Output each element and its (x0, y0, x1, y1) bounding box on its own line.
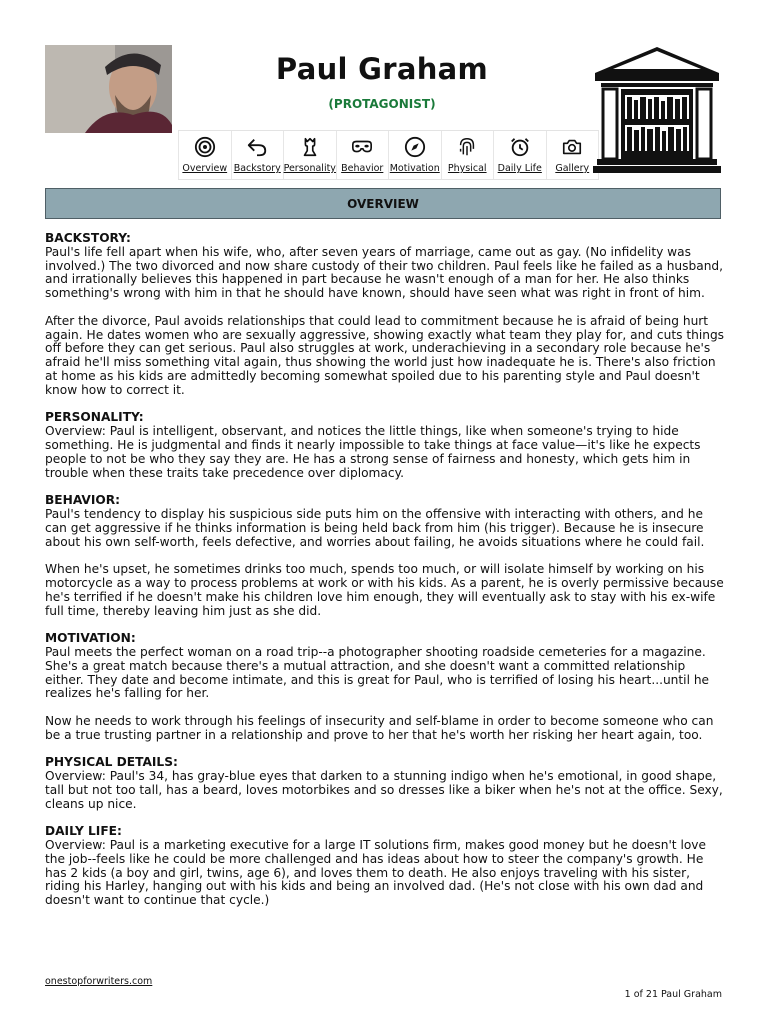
motivation-heading: MOTIVATION: (45, 631, 136, 646)
physical-paragraph: Overview: Paul's 34, has gray-blue eyes that darken to a stunning indigo when he's emotional, in good shape, tall but not too tall, has a beard, loves motorbikes and so dresses like a biker when he's not at the office. Sexy, cleans up nice. (45, 769, 723, 811)
site-link[interactable]: onestopforwriters.com (45, 976, 153, 987)
nav-personality[interactable] (284, 131, 337, 179)
nav-daily-life[interactable] (494, 131, 547, 179)
undo-arrow-icon (246, 136, 268, 158)
behavior-paragraph: When he's upset, he sometimes drinks too much, spends too much, or will isolate himself by working on his motorcycle as a way to process problems at work or with his kids. As a parent, he is overly permissive because he's terrified if he doesn't make his children love him enough, they will eventually ask to stay with his ex-wife full time, thereby leaving him just as she did. (45, 562, 724, 618)
mask-icon (351, 136, 373, 158)
library-logo-icon (593, 45, 721, 173)
nav-label: Motivation (389, 163, 440, 174)
overview-content (45, 232, 725, 922)
backstory-heading: BACKSTORY: (45, 231, 131, 245)
nav-label: Gallery (555, 163, 590, 174)
daily-life-paragraph: Overview: Paul is a marketing executive for a large IT solutions firm, makes good money but he doesn't love the job--feels like he could be more challenged and has ideas about how to steer the company's growth. He has 2 kids (a boy and girl, twins, age 6), and loves them to death. He also enjoys traveling with his sister, riding his Harley, hanging out with his kids and being an involved dad. (He's not close with his own dad and doesn't want to continue that cycle.) (45, 838, 707, 908)
alarm-clock-icon (509, 136, 531, 158)
nav-label: Behavior (341, 163, 384, 174)
overview-section-bar: OVERVIEW (45, 188, 721, 219)
nav-behavior[interactable] (337, 131, 390, 179)
nav-gallery[interactable] (547, 131, 600, 179)
character-role: (PROTAGONIST) (328, 97, 436, 111)
nav-backstory[interactable] (232, 131, 285, 179)
fingerprint-icon (456, 136, 478, 158)
chess-piece-icon (299, 136, 321, 158)
camera-icon (561, 136, 583, 158)
nav-label: Overview (182, 163, 228, 174)
personality-paragraph: Overview: Paul is intelligent, observant, and notices the little things, like when someone's trying to hide something. He is judgmental and finds it nearly impossible to take things at face value—it's like he expects people to not be who they say they are. He has a strong sense of fairness and honesty, which gets him in trouble when these traits take precedence over diplomacy. (45, 424, 701, 480)
daily-life-heading: DAILY LIFE: (45, 824, 122, 839)
motivation-paragraph: Paul meets the perfect woman on a road trip--a photographer shooting roadside cemeteries for a magazine. She's a great match because there's a mutual attraction, and she doesn't want a committed relationship either. They date and become intimate, and this is great for Paul, who is terrified of losing his heart...until he realizes he's falling for her. (45, 644, 710, 701)
personality-heading: PERSONALITY: (45, 410, 144, 425)
behavior-heading: BEHAVIOR: (45, 493, 121, 508)
character-name: Paul Graham (275, 52, 489, 86)
physical-heading: PHYSICAL DETAILS: (45, 755, 178, 770)
nav-label: Daily Life (497, 163, 542, 174)
nav-label: Physical (447, 163, 487, 174)
nav-physical[interactable] (442, 131, 495, 179)
character-photo (45, 45, 172, 133)
backstory-paragraph: Paul's life fell apart when his wife, who, after seven years of marriage, came out as gay. (No infidelity was involved.) The two divorced and now share custody of their two children. Paul feels like he failed as a husband, and irrationally believes this happened in part because he wasn't enough of a man for her. He also thinks something's wrong with him in that he should have known, should have seen what was right in front of him. (45, 244, 724, 301)
section-nav (178, 130, 599, 180)
target-icon (194, 136, 216, 158)
nav-label: Personality (283, 163, 336, 174)
behavior-paragraph: Paul's tendency to display his suspicious side puts him on the offensive with interacting with others, and he can get aggressive if he thinks information is being held back from him (his trigger). Because he is insecure about his own self-worth, feels defective, and worries about failing, he avoids situations where he could fail. (45, 506, 705, 549)
page-indicator: 1 of 21 Paul Graham (624, 989, 722, 1000)
backstory-paragraph: After the divorce, Paul avoids relationships that could lead to commitment because he is afraid of being hurt again. He dates women who are sexually aggressive, showing exactly what team they play for, and cuts things off before they can get serious. Paul also struggles at work, underachieving in a secondary role because he's afraid he'll miss something vital again, thus showing the world just how inadequate he is. There's also friction at home as his kids are admittedly becoming somewhat spoiled due to his parenting style and Paul doesn't know how to correct it. (45, 313, 725, 397)
motivation-paragraph: Now he needs to work through his feelings of insecurity and self-blame in order to become someone who can be a true trusting partner in a relationship and prove to her that he's worth her risking her heart again, too. (45, 713, 714, 742)
nav-overview[interactable] (178, 131, 232, 179)
nav-motivation[interactable] (389, 131, 442, 179)
compass-icon (404, 136, 426, 158)
nav-label: Backstory (233, 163, 281, 174)
